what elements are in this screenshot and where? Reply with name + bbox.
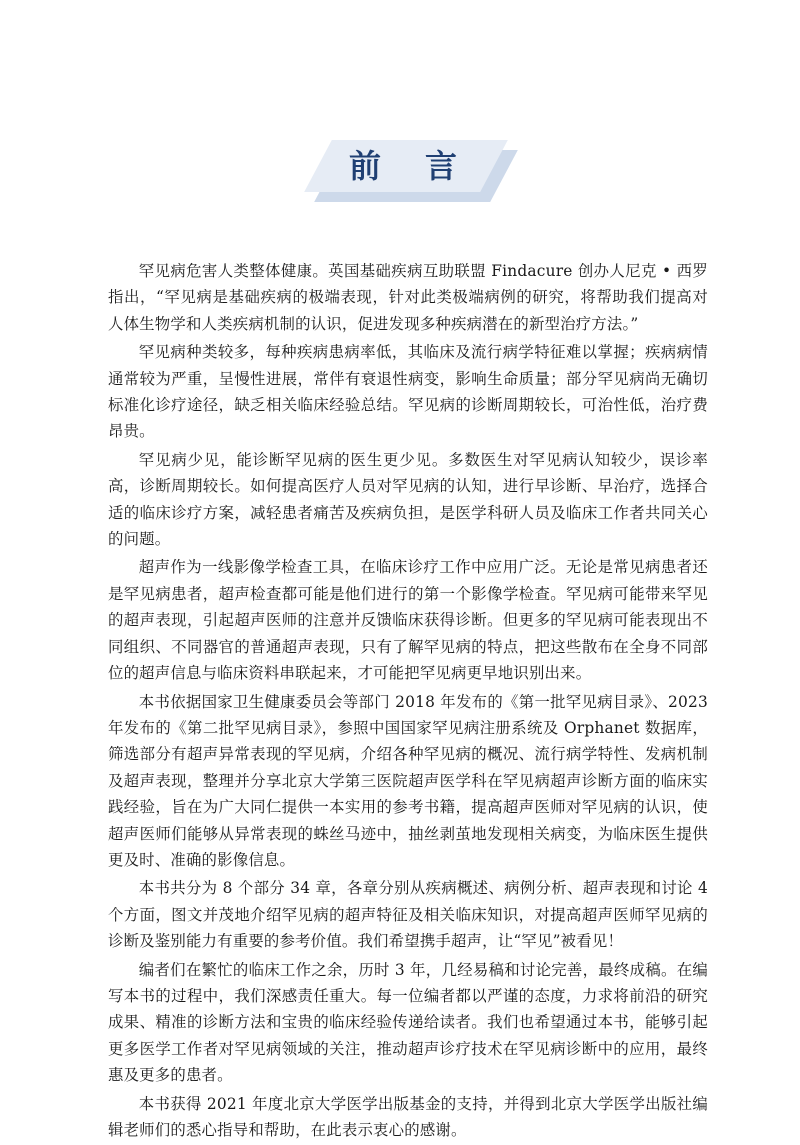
paragraph-2: 罕见病种类较多，每种疾病患病率低，其临床及流行病学特征难以掌握；疾病病情通常较为严重，呈慢性进展，常伴有衰退性病变，影响生命质量；部分罕见病尚无确切标准化诊疗途径，缺乏相关临床经验总结。罕见病的诊断周期较长，可治性低，治疗费昂贵。 bbox=[108, 343, 708, 441]
paragraph-7: 编者们在繁忙的临床工作之余，历时 3 年，几经易稿和讨论完善，最终成稿。在编写本书的过程中，我们深感责任重大。每一位编者都以严谨的态度，力求将前沿的研究成果、精准的诊断方法和宝贵的临床经验传递给读者。我们也希望通过本书，能够引起更多医学工作者对罕见病领域的关注，推动超声诊疗技术在罕见病诊断中的应用，最终惠及更多的患者。 bbox=[108, 960, 708, 1085]
paragraph-5: 本书依据国家卫生健康委员会等部门 2018 年发布的《第一批罕见病目录》、2023 年发布的《第二批罕见病目录》，参照中国国家罕见病注册系统及 Orphanet 数据库，筛选部分有超声异常表现的罕见病，介绍各种罕见病的概况、流行病学特性、发病机制及超声表现，整理并分享北京大学第三医院超声医学科在罕见病超声诊断方面的临床实践经验，旨在为广大同仁提供一本实用的参考书籍，提高超声医师对罕见病的认识，使超声医师们能够从异常表现的蛛丝马迹中，抽丝剥茧地发现相关病变，为临床医生提供更及时、准确的影像信息。 bbox=[108, 692, 708, 869]
paragraph-1: 罕见病危害人类整体健康。英国基础疾病互助联盟 Findacure 创办人尼克 • 西罗指出，“罕见病是基础疾病的极端表现，针对此类极端病例的研究，将帮助我们提高对人体生物学和人类疾病机制的认识，促进发现多种疾病潜在的新型治疗方法。” bbox=[108, 262, 708, 333]
paragraph-6: 本书共分为 8 个部分 34 章，各章分别从疾病概述、病例分析、超声表现和讨论 4 个方面，图文并茂地介绍罕见病的超声特征及相关临床知识，对提高超声医师罕见病的诊断及鉴别能力有重要的参考价值。我们希望携手超声，让“罕见”被看见！ bbox=[108, 879, 708, 951]
paragraph-4: 超声作为一线影像学检查工具，在临床诊疗工作中应用广泛。无论是常见病患者还是罕见病患者，超声检查都可能是他们进行的第一个影像学检查。罕见病可能带来罕见的超声表现，引起超声医师的注意并反馈临床获得诊断。但更多的罕见病可能表现出不同组织、不同器官的普通超声表现，只有了解罕见病的特点，把这些散布在全身不同部位的超声信息与临床资料串联起来，才可能把罕见病更早地识别出来。 bbox=[108, 558, 708, 683]
preface-body bbox=[108, 258, 708, 1145]
paragraph-8: 本书获得 2021 年度北京大学医学出版基金的支持，并得到北京大学医学出版社编辑老师们的悉心指导和帮助，在此表示衷心的感谢。 bbox=[108, 1094, 708, 1139]
page-title: 前 言 bbox=[348, 147, 463, 185]
title-banner bbox=[318, 140, 502, 202]
paragraph-3: 罕见病少见，能诊断罕见病的医生更少见。多数医生对罕见病认知较少，误诊率高，诊断周期较长。如何提高医疗人员对罕见病的认知，进行早诊断、早治疗，选择合适的临床诊疗方案，减轻患者痛苦及疾病负担，是医学科研人员及临床工作者共同关心的问题。 bbox=[108, 450, 708, 549]
